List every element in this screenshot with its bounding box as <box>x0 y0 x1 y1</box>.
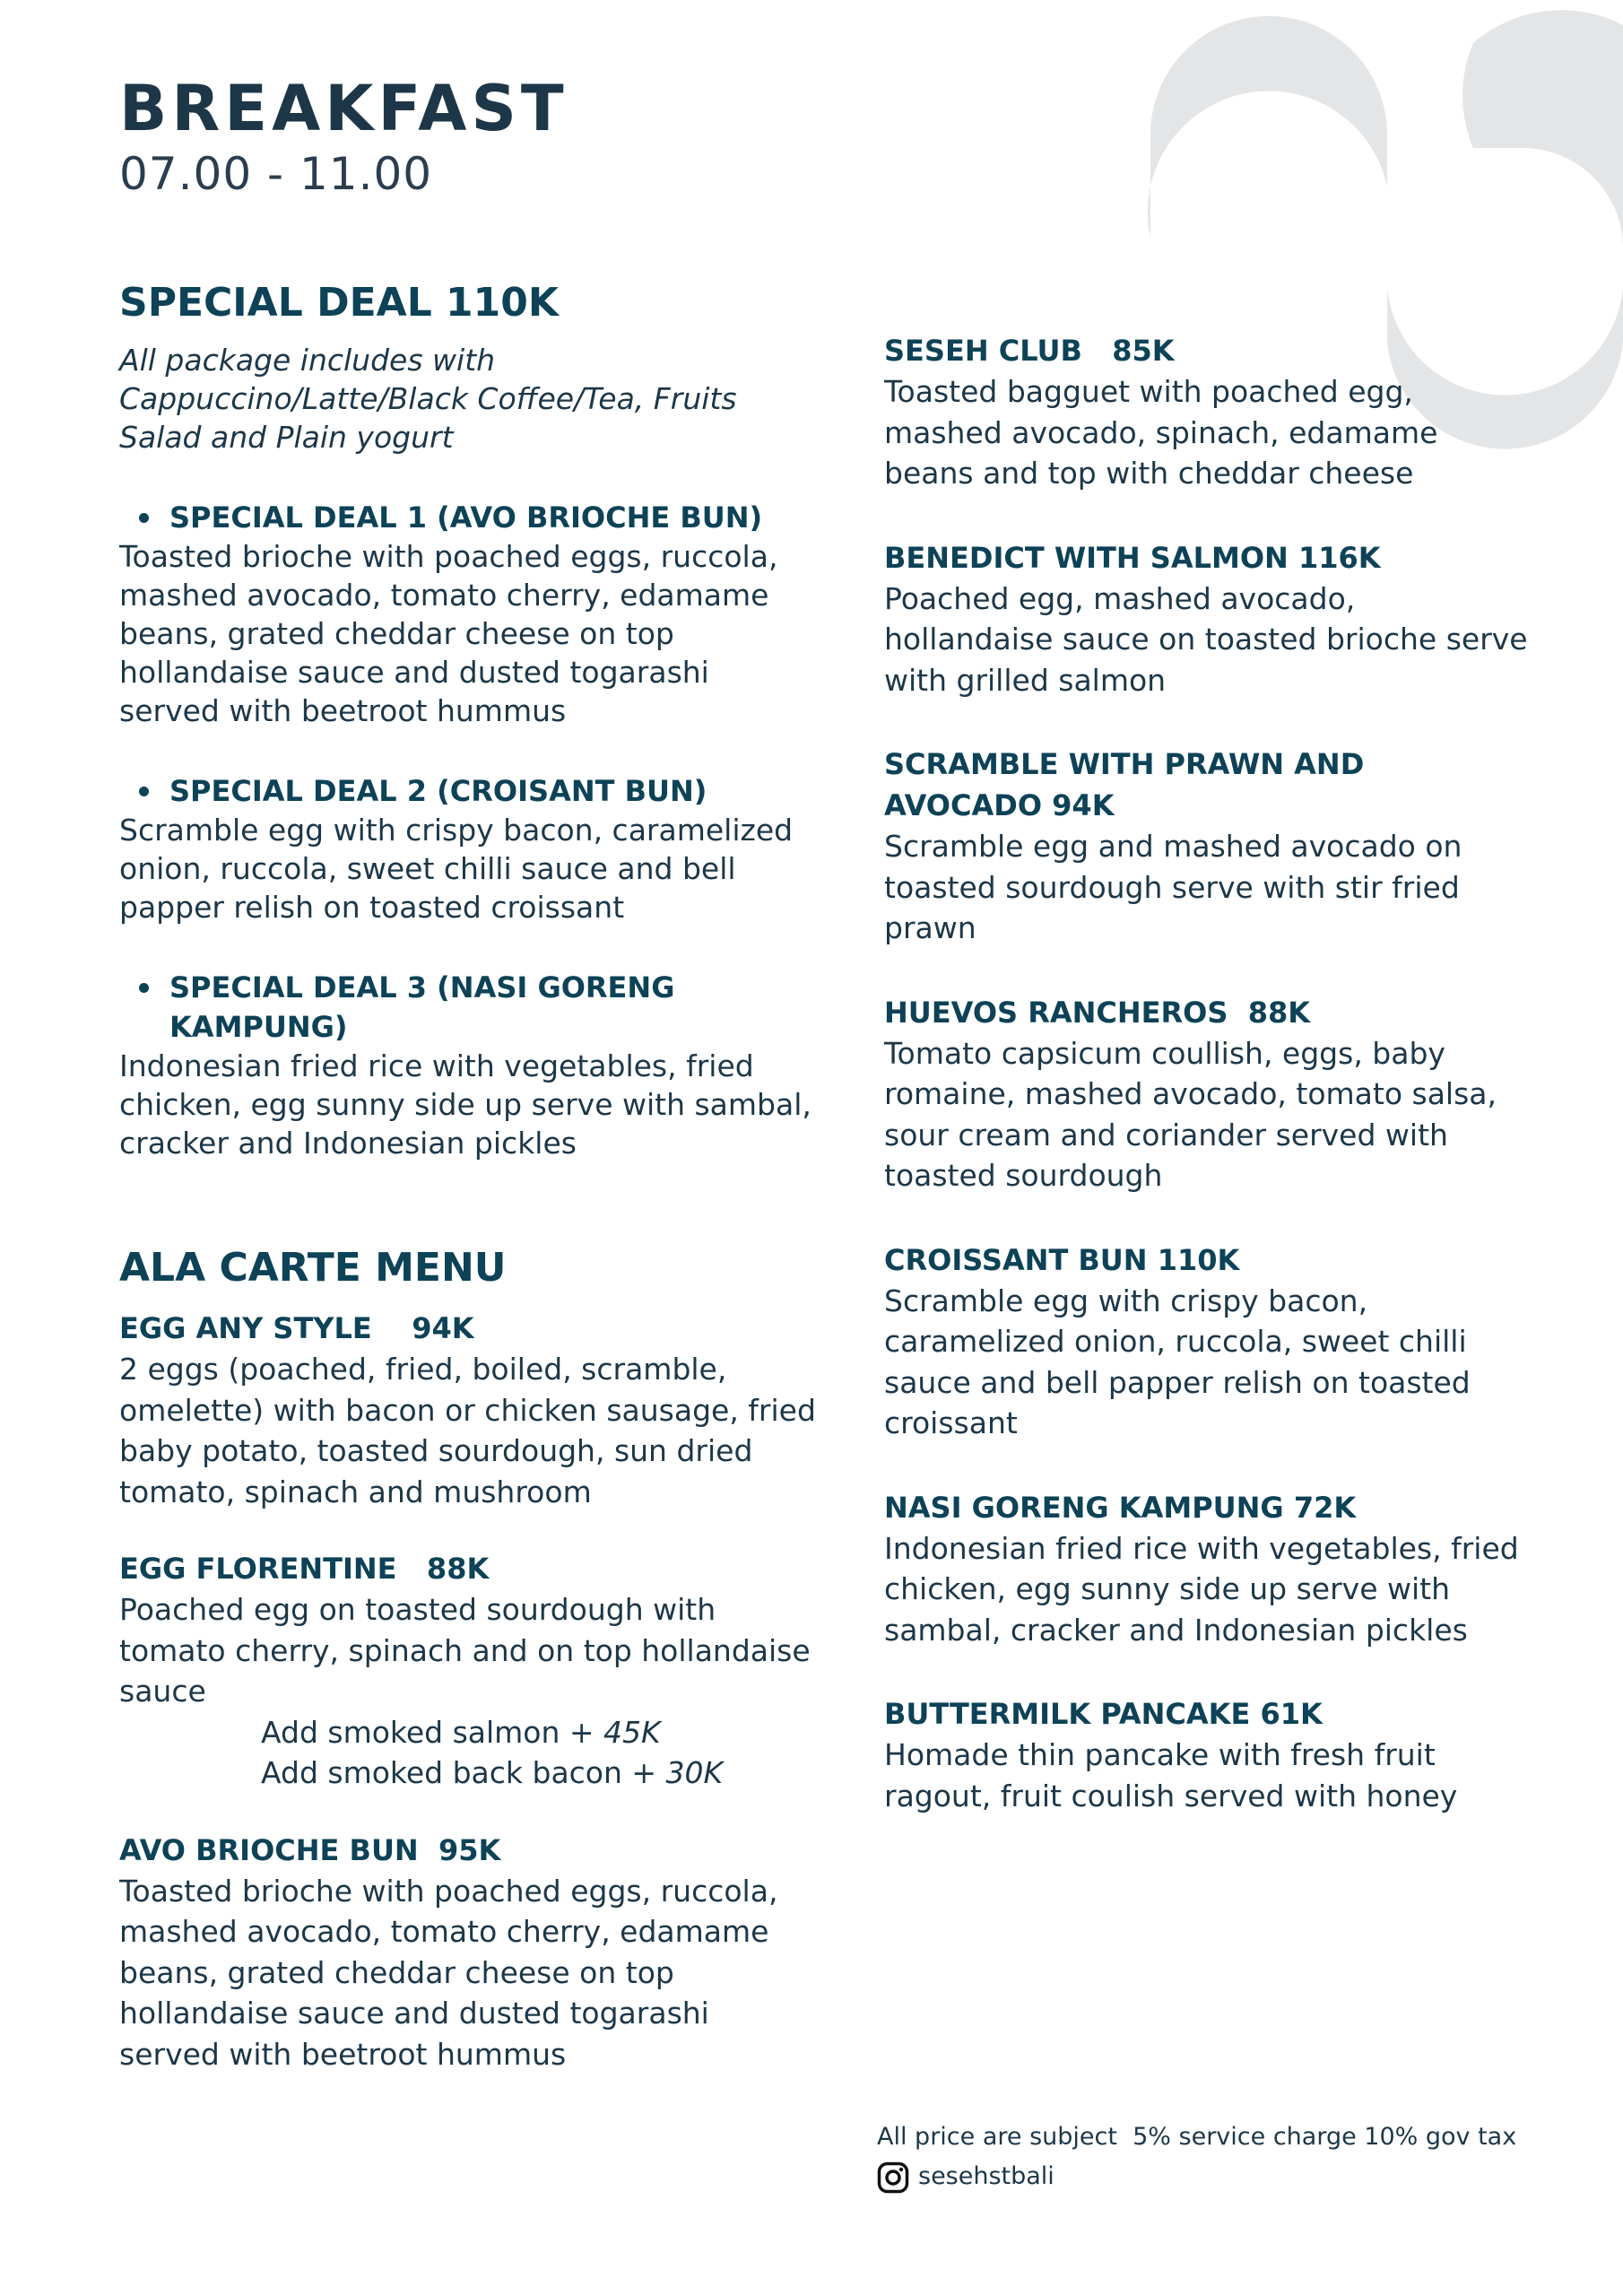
menu-item <box>884 537 1530 701</box>
item-description: Scramble egg with crispy bacon, caramelized onion, ruccola, sweet chilli sauce and bell papper relish on toasted croissant <box>884 1283 1471 1440</box>
menu-item <box>884 330 1530 494</box>
item-description: Poached egg, mashed avocado, hollandaise sauce on toasted brioche serve with grilled salmon <box>884 580 1528 698</box>
deal-description: Indonesian fried rice with vegetables, fried chicken, egg sunny side up serve with sambal, cracker and Indonesian pickles <box>119 1048 812 1161</box>
special-deal-3 <box>119 968 819 1162</box>
addon-option <box>119 1712 819 1753</box>
item-description: Toasted bagguet with poached egg, mashed avocado, spinach, edamame beans and top with cheddar cheese <box>884 374 1438 491</box>
ala-carte-title: ALA CARTE MENU <box>119 1245 507 1291</box>
addon-price: 30K <box>665 1755 724 1790</box>
deal-description: Scramble egg with crispy bacon, caramelized onion, ruccola, sweet chilli sauce and bell papper relish on toasted croissant <box>119 813 794 925</box>
menu-header <box>119 70 568 201</box>
menu-item <box>119 1548 819 1794</box>
opening-hours: 07.00 - 11.00 <box>119 148 433 200</box>
ala-carte-section <box>119 1245 819 2074</box>
item-description: Poached egg on toasted sourdough with tomato cherry, spinach and on top hollandaise sauce <box>119 1592 811 1709</box>
item-description: Indonesian fried rice with vegetables, fried chicken, egg sunny side up serve with sambal, cracker and Indonesian pickles <box>884 1530 1519 1648</box>
instagram-handle[interactable]: sesehstbali <box>918 2162 1055 2190</box>
menu-item <box>884 1239 1530 1444</box>
addon-label: Add smoked salmon + <box>261 1714 604 1750</box>
instagram-line <box>877 2157 1516 2196</box>
item-description: Tomato capsicum coullish, eggs, baby romaine, mashed avocado, tomato salsa, sour cream and coriander served with toasted sourdough <box>884 1035 1497 1193</box>
special-deal-2 <box>119 771 819 926</box>
item-title: SESEH CLUB 85K <box>884 334 1175 368</box>
tax-note: All price are subject 5% service charge 10% gov tax <box>877 2123 1517 2151</box>
menu-item <box>884 992 1530 1196</box>
special-deal-1 <box>119 498 819 730</box>
addon-price: 45K <box>603 1714 661 1750</box>
deal-title: SPECIAL DEAL 2 (CROISANT BUN) <box>119 771 819 811</box>
deal-description: Toasted brioche with poached eggs, ruccola, mashed avocado, tomato cherry, edamame beans, grated cheddar cheese on top hollandaise sauce and dusted togarashi served with beetroot hummus <box>119 539 778 728</box>
item-title: BENEDICT WITH SALMON 116K <box>884 540 1381 575</box>
item-title: EGG ANY STYLE 94K <box>119 1311 474 1345</box>
item-title: EGG FLORENTINE 88K <box>119 1552 490 1586</box>
special-deal-title: SPECIAL DEAL 110K <box>119 280 559 326</box>
item-title: CROISSANT BUN 110K <box>884 1242 1240 1277</box>
item-description: 2 eggs (poached, fried, boiled, scramble, omelette) with bacon or chicken sausage, fried baby potato, toasted sourdough, sun dried tomato, spinach and mushroom <box>119 1352 816 1509</box>
addon-label: Add smoked back bacon + <box>261 1755 666 1790</box>
special-deal-section <box>119 280 819 1162</box>
menu-item <box>884 1693 1530 1816</box>
item-title: BUTTERMILK PANCAKE 61K <box>884 1697 1323 1731</box>
deal-title: SPECIAL DEAL 3 (NASI GORENG KAMPUNG) <box>119 968 819 1047</box>
deal-title: SPECIAL DEAL 1 (AVO BRIOCHE BUN) <box>119 498 819 537</box>
instagram-icon <box>877 2161 909 2194</box>
menu-item <box>884 1487 1530 1651</box>
menu-item <box>119 1830 819 2075</box>
item-description: Homade thin pancake with fresh fruit ragout, fruit coulish served with honey <box>884 1737 1458 1813</box>
menu-footer <box>877 2118 1516 2196</box>
left-column <box>119 280 819 2074</box>
right-column <box>884 330 1530 1859</box>
item-title: AVO BRIOCHE BUN 95K <box>119 1832 501 1867</box>
item-description: Scramble egg and mashed avocado on toasted sourdough serve with stir fried prawn <box>884 829 1462 945</box>
addon-option <box>119 1752 819 1794</box>
package-note: All package includes with Cappuccino/Latte/Black Coffee/Tea, Fruits Salad and Plain yogurt <box>119 343 737 455</box>
menu-item <box>884 744 1530 949</box>
item-title: SCRAMBLE WITH PRAWN AND AVOCADO 94K <box>884 747 1365 822</box>
item-title: HUEVOS RANCHEROS 88K <box>884 995 1311 1030</box>
page-title: BREAKFAST <box>119 72 568 145</box>
menu-item <box>119 1308 819 1512</box>
item-title: NASI GORENG KAMPUNG 72K <box>884 1490 1357 1525</box>
item-description: Toasted brioche with poached eggs, ruccola, mashed avocado, tomato cherry, edamame beans, grated cheddar cheese on top hollandaise sauce and dusted togarashi served with beetroot hummus <box>119 1873 778 2072</box>
